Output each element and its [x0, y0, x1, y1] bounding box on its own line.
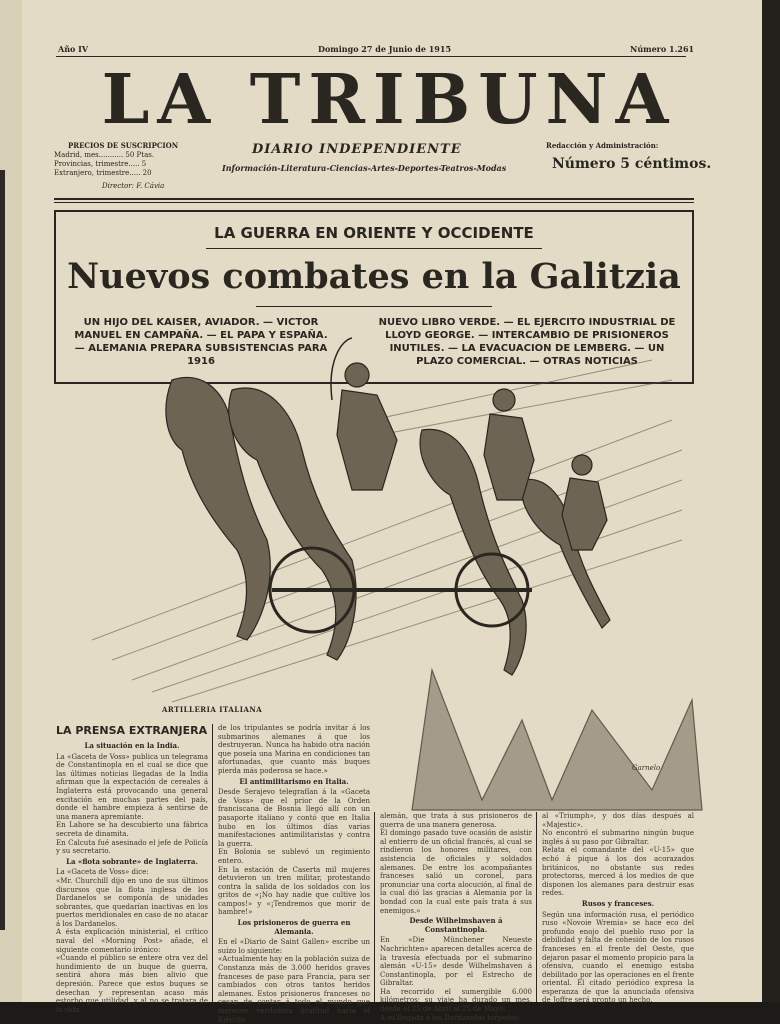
subscription-line-2: Provincias, trimestre..... 5: [54, 160, 147, 168]
column-3-paragraph: A su llegada á los Dardanelos torpedeó: [380, 1013, 519, 1022]
column-3-paragraph: El domingo pasado tuve ocasión de asistir al entierro de un oficial francés, al cual se rindieron los honores militares, con asistencia de oficiales y soldados alemanes. De entre los acompañantes franceses salió un coronel, para pronunciar una corta alocución, al final de la cual dió las gracias á Alemania por la bondad con la cual este país trata á sus enemigos.»: [380, 829, 532, 915]
book-spine: [0, 0, 23, 1002]
subscription-line-3: Extranjero, trimestre..... 20: [54, 169, 152, 177]
subscription-line-1: Madrid, mes........... 50 Ptas.: [54, 151, 155, 159]
column-3-paragraph: En «Die Münchener Neueste Nachrichten» aparecen detalles acerca de la travesía efectuada por el submarino alemán «U-15» desde Wilhelmshaven á Constantinopla, por el Estrecho de Gibraltar.: [380, 936, 532, 988]
column-4-paragraph: Relata el comandante del «U-15» que echó á pique á los dos acorazados británicos, no obstante sus redes protectoras, merced á los medios de que disponen los alemanes para destruir esas redes.: [542, 846, 694, 898]
column-1-subhead-1: La situación en la India.: [84, 741, 180, 750]
column-4-paragraph: al «Triumph», y dos días después al «Majestic».: [542, 812, 694, 829]
column-3-paragraph: alemán, que trata á sus prisioneros de guerra de una manera generosa.: [380, 812, 532, 829]
left-deck: UN HIJO DEL KAISER, AVIADOR. — VICTOR MANUEL EN CAMPAÑA. — EL PAPA Y ESPAÑA. — ALEMANIA PREPARA SUBSISTENCIAS PARA 1916: [74, 317, 328, 367]
column-3-subhead-1: Desde Wilhelmshaven á Constantinopla.: [409, 916, 503, 934]
column-divider-2: [374, 812, 375, 1002]
column-1-title: LA PRENSA EXTRANJERA: [56, 724, 208, 737]
column-2-paragraph: En el «Diario de Saint Gallen» escribe un suizo lo siguiente:: [218, 938, 370, 955]
issue-number: Número 1.261: [630, 44, 695, 54]
column-2-paragraph: «Actualmente hay en la población suiza de Constanza más de 3.000 heridos graves franceses de paso para Francia, para ser cambiados con otros tantos heridos alemanes. Estos prisioneros franceses no cesan de contar á todo el mundo que merecen verdadera gratitud hacia el Ejército: [218, 955, 370, 1024]
price-label: Número 5 céntimos.: [552, 156, 712, 172]
column-3-paragraph: Ha recorrido el sumergible 6.000 kilómetros; su viaje ha durado un mes, desde el 25 de Abril al 25 de Mayo.: [380, 987, 532, 1014]
column-divider-3: [536, 812, 537, 1002]
director-line: Director: F. Cávia: [102, 182, 165, 190]
column-4-paragraph: Según una información rusa, el periódico ruso «Novoie Wremia» se hace eco del profundo enojo del pueblo ruso por la debilidad y falta de cohesión de los rusos franceses en el frente del Oeste, que dejaron pasar el momento propicio para la ofensiva, cuando el enemigo estaba debilitado por las operaciones en el frente oriental. El citado periódico expresa la esperanza de que la anunciada ofensiva de Joffre será pronto un hecho.: [542, 910, 694, 1005]
top-rule: [56, 56, 686, 57]
column-1-paragraph: La «Gaceta de Voss» publica un telegrama de Constantinopla en el cual se dice que las últimas noticias llegadas de la India afirman que la expectación de cereales á Inglaterra está provocando una general excitación en muchas partes del país, donde el hambre empieza á sentirse de una manera apremiante.: [56, 752, 208, 821]
column-1-subhead-2: La «flota sobrante» de Inglaterra.: [66, 856, 198, 866]
column-1-paragraph: La «Gaceta de Voss» dice:: [56, 868, 149, 877]
issue-date: Domingo 27 de Junio de 1915: [318, 44, 452, 54]
masthead-title: LA TRIBUNA: [101, 60, 677, 140]
column-2-paragraph: Desde Serajevo telegrafían á la «Gaceta de Voss» que el prior de la Orden franciscana de Bosnia llegó allí con un pasaporte italiano y contó que en Italia hubo en los últimos días varias manifestaciones antimilitaristas y contra la guerra.: [218, 788, 370, 848]
column-1-paragraph: «Cuando el público se entere otra vez del hundimiento de un buque de guerra, sentirá ahora más bien alivio que depresión. Parece que estos buques se desechan y representan acaso más estorbo que utilidad, y al no se tratara de la vida: [56, 954, 208, 1014]
illustration-caption: ARTILLERIA ITALIANA: [162, 705, 263, 714]
column-divider-1: [212, 724, 213, 1002]
masthead-sections: Información-Literatura-Ciencias-Artes-Deportes-Teatros-Modas: [222, 163, 507, 173]
spine-shadow: [0, 170, 5, 930]
column-2-subhead-1: El antimilitarismo en Italia.: [239, 776, 349, 786]
redaccion-label: Redacción y Administración:: [546, 141, 659, 150]
masthead-subtitle: DIARIO INDEPENDIENTE: [252, 142, 462, 157]
masthead-rule-2: [54, 202, 694, 203]
column-1-paragraph: «Mr. Churchill dijo en uno de sus últimos discursos que la flota inglesa de los Dardanelos se componía de unidades sobrantes, que quedarían inactivas en los puertos meridionales en caso de no atacar á los Dardanelos.: [56, 876, 208, 928]
illustration-signature: Garnelo: [632, 764, 661, 772]
year-label: Año IV: [58, 44, 89, 54]
column-1: [56, 740, 208, 1014]
column-3: [380, 812, 532, 1022]
column-4-paragraph: No encontró el submarino ningún buque inglés á su paso por Gibraltar.: [542, 829, 694, 846]
masthead-rule-1: [54, 198, 694, 200]
column-2-paragraph: de los tripulantes se podría invitar á los submarinos alemanes á que los destruyeran. Nunca ha habido otra nación que poseía una Marina en condiciones tan afortunadas, que cuanto más buques pierda más poderosa se hace.»: [218, 724, 370, 775]
newspaper-page: [22, 0, 762, 1024]
column-4: [542, 812, 694, 1005]
column-4-subhead-1: Rusos y franceses.: [581, 898, 655, 908]
subscription-label: PRECIOS DE SUSCRIPCION: [68, 141, 179, 150]
column-2: [218, 724, 370, 1024]
headline-rule: [256, 306, 492, 307]
column-1-paragraph: En Calcuta fué asesinado el jefe de Policía y su secretario.: [56, 838, 208, 856]
column-2-paragraph: En la estación de Caserta mil mujeres detuvieron un tren militar, protestando contra la salida de los soldados con los gritos de «¡No hay nadie que cultive los campos!» y «¡Tendremos que morir de hambre!»: [218, 865, 370, 917]
column-2-subhead-2: Los prisioneros de guerra en Alemania.: [237, 918, 351, 936]
headline-kicker: LA GUERRA EN ORIENTE Y OCCIDENTE: [214, 224, 534, 242]
column-1-paragraph: En Lahore se ha descubierto una fábrica secreta de dinamita.: [56, 821, 208, 838]
kicker-rule: [206, 248, 542, 249]
main-headline: Nuevos combates en la Galitzia: [67, 256, 681, 297]
right-deck: NUEVO LIBRO VERDE. — EL EJERCITO INDUSTRIAL DE LLOYD GEORGE. — INTERCAMBIO DE PRISIONEROS INUTILES. — LA EVACUACION DE LEMBERG. — UN PLAZO COMERCIAL. — OTRAS NOTICIAS: [378, 317, 676, 367]
column-2-paragraph: En Bolonia se sublevó un regimiento entero.: [218, 848, 370, 865]
column-1-paragraph: A ésta explicación ministerial, el crítico naval del «Morning Post» añade, el siguiente comentario irónico:: [56, 928, 208, 954]
